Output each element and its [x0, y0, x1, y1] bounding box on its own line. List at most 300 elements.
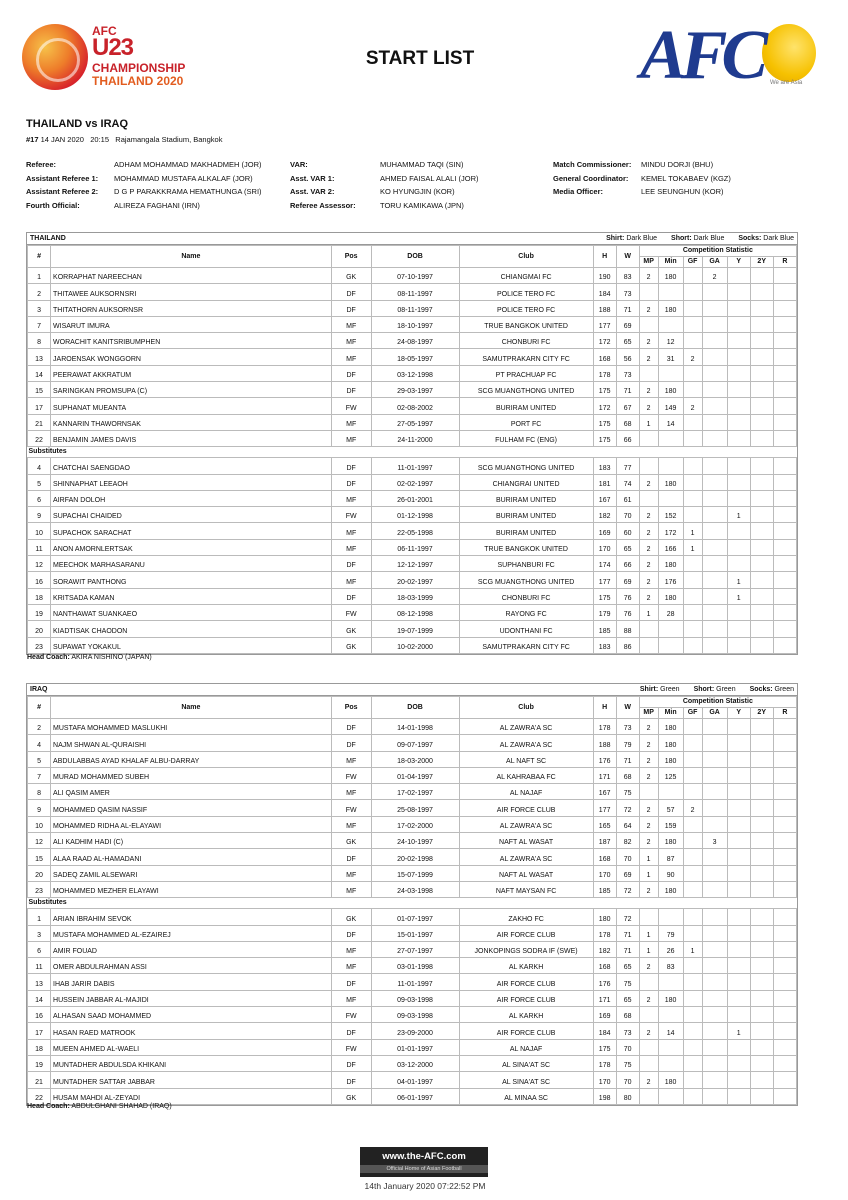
player-cell: 180 — [658, 735, 683, 751]
player-cell: 17-02-2000 — [371, 816, 459, 832]
kit-shirt — [606, 235, 657, 242]
player-cell: 181 — [593, 474, 616, 490]
player-cell: 70 — [616, 849, 639, 865]
player-cell: 2 — [639, 507, 658, 523]
player-cell — [702, 414, 727, 430]
player-cell — [702, 865, 727, 881]
player-cell: 190 — [593, 268, 616, 284]
substitutes-label: Substitutes — [28, 447, 797, 458]
player-cell: 18 — [28, 588, 51, 604]
col-header-y2: 2Y — [750, 708, 773, 719]
player-cell: FW — [331, 398, 371, 414]
player-cell — [639, 1055, 658, 1071]
player-cell — [773, 751, 796, 767]
player-row — [28, 849, 797, 865]
player-cell: 2 — [639, 398, 658, 414]
afc-logo — [640, 17, 820, 94]
player-cell: DF — [331, 925, 371, 941]
player-cell: 183 — [593, 637, 616, 653]
player-cell — [727, 1088, 750, 1104]
player-cell — [683, 268, 702, 284]
player-cell: 24-08-1997 — [371, 333, 459, 349]
player-cell: 178 — [593, 925, 616, 941]
player-cell — [639, 1007, 658, 1023]
player-cell — [727, 300, 750, 316]
player-cell: 86 — [616, 637, 639, 653]
player-cell: 71 — [616, 300, 639, 316]
player-cell: SUPHANAT MUEANTA — [51, 398, 332, 414]
player-cell: MF — [331, 349, 371, 365]
player-row — [28, 990, 797, 1006]
player-cell — [750, 800, 773, 816]
player-cell — [773, 719, 796, 735]
player-cell: BURIRAM UNITED — [459, 523, 593, 539]
player-cell — [683, 556, 702, 572]
col-header-pos: Pos — [331, 697, 371, 719]
official-value: D G P PARAKKRAMA HEMATHUNGA (SRI) — [114, 187, 262, 196]
player-cell — [702, 925, 727, 941]
player-cell: 180 — [658, 751, 683, 767]
player-cell: 57 — [658, 800, 683, 816]
player-cell: 175 — [593, 414, 616, 430]
player-cell: 69 — [616, 316, 639, 332]
player-cell: 185 — [593, 881, 616, 897]
player-cell: 67 — [616, 398, 639, 414]
player-cell: 7 — [28, 316, 51, 332]
player-cell — [750, 604, 773, 620]
kit-socks — [750, 686, 794, 693]
player-cell — [773, 909, 796, 925]
logo-line-host: THAILAND 2020 — [92, 74, 184, 88]
player-cell: 2 — [639, 349, 658, 365]
kit-shirt-value: Green — [660, 686, 680, 693]
substitutes-label-row — [28, 898, 797, 909]
player-cell — [683, 316, 702, 332]
player-row — [28, 300, 797, 316]
player-cell: DF — [331, 974, 371, 990]
player-cell — [727, 637, 750, 653]
player-cell: 21 — [28, 414, 51, 430]
player-cell: 10 — [28, 523, 51, 539]
player-cell — [639, 784, 658, 800]
player-cell — [773, 941, 796, 957]
player-cell — [773, 300, 796, 316]
kit-shirt-label: Shirt: — [606, 235, 625, 242]
player-cell: 180 — [658, 719, 683, 735]
afc-website-badge[interactable] — [360, 1147, 488, 1177]
player-cell: SADEQ ZAMIL ALSEWARI — [51, 865, 332, 881]
player-cell — [727, 523, 750, 539]
player-cell: 21 — [28, 1072, 51, 1088]
player-cell: MUNTADHER ABDULSDA KHIKANI — [51, 1055, 332, 1071]
player-cell — [727, 816, 750, 832]
player-row — [28, 1023, 797, 1039]
player-cell — [773, 1072, 796, 1088]
player-cell — [727, 458, 750, 474]
player-cell — [773, 507, 796, 523]
player-cell: 177 — [593, 316, 616, 332]
player-cell: 73 — [616, 365, 639, 381]
player-cell — [773, 333, 796, 349]
player-cell — [750, 414, 773, 430]
match-time: 20:15 — [90, 135, 110, 144]
player-cell: DF — [331, 1072, 371, 1088]
player-cell: MOHAMMED MEZHER ELAYAWI — [51, 881, 332, 897]
col-header-min: Min — [658, 708, 683, 719]
player-cell — [727, 556, 750, 572]
player-cell: 79 — [658, 925, 683, 941]
player-row — [28, 925, 797, 941]
player-cell: 175 — [593, 1039, 616, 1055]
player-cell: 68 — [616, 767, 639, 783]
player-cell: ZAKHO FC — [459, 909, 593, 925]
player-cell: NAJM SHWAN AL-QURAISHI — [51, 735, 332, 751]
player-cell: 185 — [593, 621, 616, 637]
player-cell: 23 — [28, 637, 51, 653]
player-cell — [750, 751, 773, 767]
player-cell: 175 — [593, 382, 616, 398]
player-cell — [727, 349, 750, 365]
player-cell: TRUE BANGKOK UNITED — [459, 539, 593, 555]
player-cell: 184 — [593, 284, 616, 300]
player-cell: 71 — [616, 382, 639, 398]
player-cell — [750, 430, 773, 446]
player-cell: ARIAN IBRAHIM SEVOK — [51, 909, 332, 925]
player-cell: BURIRAM UNITED — [459, 398, 593, 414]
player-cell — [750, 333, 773, 349]
player-cell: 180 — [658, 1072, 683, 1088]
player-cell: 24-11-2000 — [371, 430, 459, 446]
player-cell: 2 — [639, 474, 658, 490]
substitutes-label: Substitutes — [28, 898, 797, 909]
kit-socks — [738, 235, 794, 242]
player-cell: 90 — [658, 865, 683, 881]
player-cell: 3 — [28, 300, 51, 316]
player-cell: 17 — [28, 398, 51, 414]
kit-shirt — [640, 686, 680, 693]
player-cell: MF — [331, 333, 371, 349]
official-value: MOHAMMAD MUSTAFA ALKALAF (JOR) — [114, 173, 253, 183]
player-cell: 31 — [658, 349, 683, 365]
player-cell — [773, 925, 796, 941]
player-row — [28, 816, 797, 832]
official-value: TORU KAMIKAWA (JPN) — [380, 200, 464, 210]
officials-column-2 — [290, 160, 479, 214]
player-cell: 168 — [593, 849, 616, 865]
player-cell: MUSTAFA MOHAMMED MASLUKHI — [51, 719, 332, 735]
player-cell — [727, 833, 750, 849]
player-cell: 09-03-1998 — [371, 1007, 459, 1023]
player-cell: 12 — [658, 333, 683, 349]
player-cell: 183 — [593, 458, 616, 474]
player-cell — [750, 767, 773, 783]
player-cell: MF — [331, 784, 371, 800]
player-cell — [702, 523, 727, 539]
official-row — [553, 187, 731, 201]
head-coach-label: Head Coach: — [27, 654, 70, 661]
player-cell: TRUE BANGKOK UNITED — [459, 316, 593, 332]
player-cell — [683, 300, 702, 316]
player-cell: AIR FORCE CLUB — [459, 800, 593, 816]
player-cell — [773, 365, 796, 381]
player-cell: RAYONG FC — [459, 604, 593, 620]
col-header-h: H — [593, 697, 616, 719]
player-cell: 12 — [28, 833, 51, 849]
player-cell — [727, 958, 750, 974]
player-cell: 1 — [28, 909, 51, 925]
player-cell: 170 — [593, 865, 616, 881]
player-cell — [773, 604, 796, 620]
player-row — [28, 507, 797, 523]
player-cell: 169 — [593, 523, 616, 539]
player-cell — [683, 414, 702, 430]
player-cell — [702, 474, 727, 490]
player-cell — [683, 1072, 702, 1088]
player-row — [28, 365, 797, 381]
player-row — [28, 430, 797, 446]
player-cell: GK — [331, 621, 371, 637]
player-cell: AIRFAN DOLOH — [51, 490, 332, 506]
player-row — [28, 833, 797, 849]
player-cell — [683, 751, 702, 767]
player-cell: CHONBURI FC — [459, 588, 593, 604]
player-cell — [773, 284, 796, 300]
player-cell: 2 — [639, 751, 658, 767]
player-row — [28, 539, 797, 555]
player-cell: DF — [331, 1023, 371, 1039]
player-cell — [750, 719, 773, 735]
player-cell — [727, 865, 750, 881]
player-cell: 2 — [639, 268, 658, 284]
player-cell — [683, 833, 702, 849]
official-value: AHMED FAISAL ALALI (JOR) — [380, 173, 479, 183]
player-row — [28, 974, 797, 990]
player-cell — [658, 784, 683, 800]
player-cell: 20-02-1997 — [371, 572, 459, 588]
team-name: IRAQ — [30, 686, 48, 693]
player-cell — [750, 1072, 773, 1088]
u23-championship-logo — [22, 22, 197, 94]
col-header-name: Name — [51, 246, 332, 268]
col-header-competition: Competition Statistic — [639, 697, 796, 708]
player-cell — [773, 800, 796, 816]
player-cell: MF — [331, 816, 371, 832]
player-cell: 180 — [658, 382, 683, 398]
player-cell — [658, 458, 683, 474]
player-row — [28, 881, 797, 897]
player-cell: 13 — [28, 974, 51, 990]
player-cell — [750, 1055, 773, 1071]
player-cell: 182 — [593, 941, 616, 957]
player-cell: ALI KADHIM HADI (C) — [51, 833, 332, 849]
col-header-w: W — [616, 697, 639, 719]
player-row — [28, 284, 797, 300]
player-cell — [773, 865, 796, 881]
player-cell: 22 — [28, 430, 51, 446]
player-cell: DF — [331, 365, 371, 381]
player-cell: 70 — [616, 1039, 639, 1055]
match-venue: Rajamangala Stadium, Bangkok — [115, 135, 223, 144]
player-row — [28, 588, 797, 604]
player-cell: 1 — [727, 572, 750, 588]
player-cell: 168 — [593, 958, 616, 974]
player-cell — [727, 490, 750, 506]
player-cell: 180 — [658, 300, 683, 316]
official-row — [553, 160, 731, 174]
player-cell: 73 — [616, 1023, 639, 1039]
player-cell: DF — [331, 556, 371, 572]
player-cell: 77 — [616, 458, 639, 474]
player-cell — [773, 572, 796, 588]
player-cell: 172 — [593, 398, 616, 414]
col-header-pos: Pos — [331, 246, 371, 268]
player-cell — [727, 974, 750, 990]
player-row — [28, 523, 797, 539]
website-url[interactable]: www.the-AFC.com — [382, 1151, 466, 1162]
player-cell — [750, 365, 773, 381]
official-row — [290, 160, 479, 174]
player-cell: AL ZAWRA'A SC — [459, 816, 593, 832]
official-label: Asst. VAR 2: — [290, 187, 335, 196]
player-cell — [750, 925, 773, 941]
player-cell: 125 — [658, 767, 683, 783]
player-cell — [658, 1039, 683, 1055]
player-cell: 75 — [616, 784, 639, 800]
player-cell — [702, 490, 727, 506]
player-cell: AL SINA'AT SC — [459, 1055, 593, 1071]
player-cell — [773, 974, 796, 990]
player-cell: 4 — [28, 735, 51, 751]
player-cell: 1 — [727, 588, 750, 604]
head-coach-value: AKIRA NISHINO (JAPAN) — [71, 654, 152, 661]
player-cell: 65 — [616, 539, 639, 555]
player-cell: 167 — [593, 490, 616, 506]
official-value: MINDU DORJI (BHU) — [641, 160, 714, 169]
player-cell — [683, 284, 702, 300]
player-cell — [750, 621, 773, 637]
player-cell — [702, 349, 727, 365]
championship-ball-icon — [22, 24, 88, 90]
player-cell: 09-03-1998 — [371, 990, 459, 1006]
player-cell — [727, 849, 750, 865]
player-cell — [683, 816, 702, 832]
player-row — [28, 414, 797, 430]
player-cell — [658, 909, 683, 925]
player-cell: DF — [331, 300, 371, 316]
player-cell: PT PRACHUAP FC — [459, 365, 593, 381]
player-cell: MF — [331, 990, 371, 1006]
official-label: Assistant Referee 2: — [26, 187, 99, 196]
player-cell — [702, 300, 727, 316]
player-cell: 74 — [616, 474, 639, 490]
player-cell: 188 — [593, 300, 616, 316]
player-cell — [702, 816, 727, 832]
player-cell: 83 — [658, 958, 683, 974]
col-header-ga: GA — [702, 708, 727, 719]
official-row — [26, 160, 262, 174]
player-row — [28, 719, 797, 735]
player-cell: 01-12-1998 — [371, 507, 459, 523]
player-cell: 16 — [28, 1007, 51, 1023]
player-cell — [773, 316, 796, 332]
player-cell: MEECHOK MARHASARANU — [51, 556, 332, 572]
player-cell: SUPHANBURI FC — [459, 556, 593, 572]
player-cell: GK — [331, 268, 371, 284]
player-cell — [773, 523, 796, 539]
player-cell — [702, 958, 727, 974]
player-cell: 2 — [639, 588, 658, 604]
player-cell: MF — [331, 430, 371, 446]
player-cell — [658, 490, 683, 506]
official-label: VAR: — [290, 160, 308, 169]
player-cell — [683, 474, 702, 490]
col-header-mp: MP — [639, 708, 658, 719]
player-cell: 06-11-1997 — [371, 539, 459, 555]
player-cell — [727, 1072, 750, 1088]
player-cell — [658, 316, 683, 332]
player-cell: THITATHORN AUKSORNSR — [51, 300, 332, 316]
team-header — [27, 233, 797, 245]
player-cell: 4 — [28, 458, 51, 474]
player-row — [28, 621, 797, 637]
team-name: THAILAND — [30, 235, 66, 242]
player-cell: 18-03-2000 — [371, 751, 459, 767]
player-cell: MF — [331, 751, 371, 767]
player-cell: AL KARKH — [459, 958, 593, 974]
official-row — [26, 187, 262, 201]
player-cell — [683, 333, 702, 349]
player-cell: WORACHIT KANITSRIBUMPHEN — [51, 333, 332, 349]
official-row — [26, 174, 262, 188]
team-header — [27, 684, 797, 696]
player-cell: 2 — [639, 881, 658, 897]
player-cell — [702, 284, 727, 300]
col-header-min: Min — [658, 257, 683, 268]
player-cell — [683, 621, 702, 637]
official-value: LEE SEUNGHUN (KOR) — [641, 187, 724, 196]
player-cell — [702, 637, 727, 653]
player-cell — [750, 1023, 773, 1039]
player-cell — [658, 1007, 683, 1023]
player-cell: GK — [331, 909, 371, 925]
kit-socks-value: Dark Blue — [763, 235, 794, 242]
player-cell: 176 — [593, 751, 616, 767]
official-label: Asst. VAR 1: — [290, 173, 335, 183]
player-cell: 2 — [639, 719, 658, 735]
player-cell — [702, 881, 727, 897]
player-cell: MOHAMMED RIDHA AL-ELAYAWI — [51, 816, 332, 832]
player-cell — [773, 1039, 796, 1055]
player-row — [28, 349, 797, 365]
player-cell — [683, 990, 702, 1006]
player-cell: MUEEN AHMED AL-WAELI — [51, 1039, 332, 1055]
player-cell: 6 — [28, 490, 51, 506]
logo-line-u23: U23 — [92, 34, 134, 61]
player-cell — [727, 784, 750, 800]
kit-short — [694, 686, 736, 693]
player-cell: 09-07-1997 — [371, 735, 459, 751]
player-cell: 01-04-1997 — [371, 767, 459, 783]
player-cell — [773, 735, 796, 751]
kit-shirt-value: Dark Blue — [626, 235, 658, 242]
player-cell: BURIRAM UNITED — [459, 490, 593, 506]
player-cell: 1 — [639, 865, 658, 881]
player-cell: 1 — [727, 1023, 750, 1039]
player-cell: 169 — [593, 1007, 616, 1023]
officials-column-1 — [26, 160, 262, 214]
kit-short-label: Short: — [671, 235, 692, 242]
player-cell: 11 — [28, 958, 51, 974]
